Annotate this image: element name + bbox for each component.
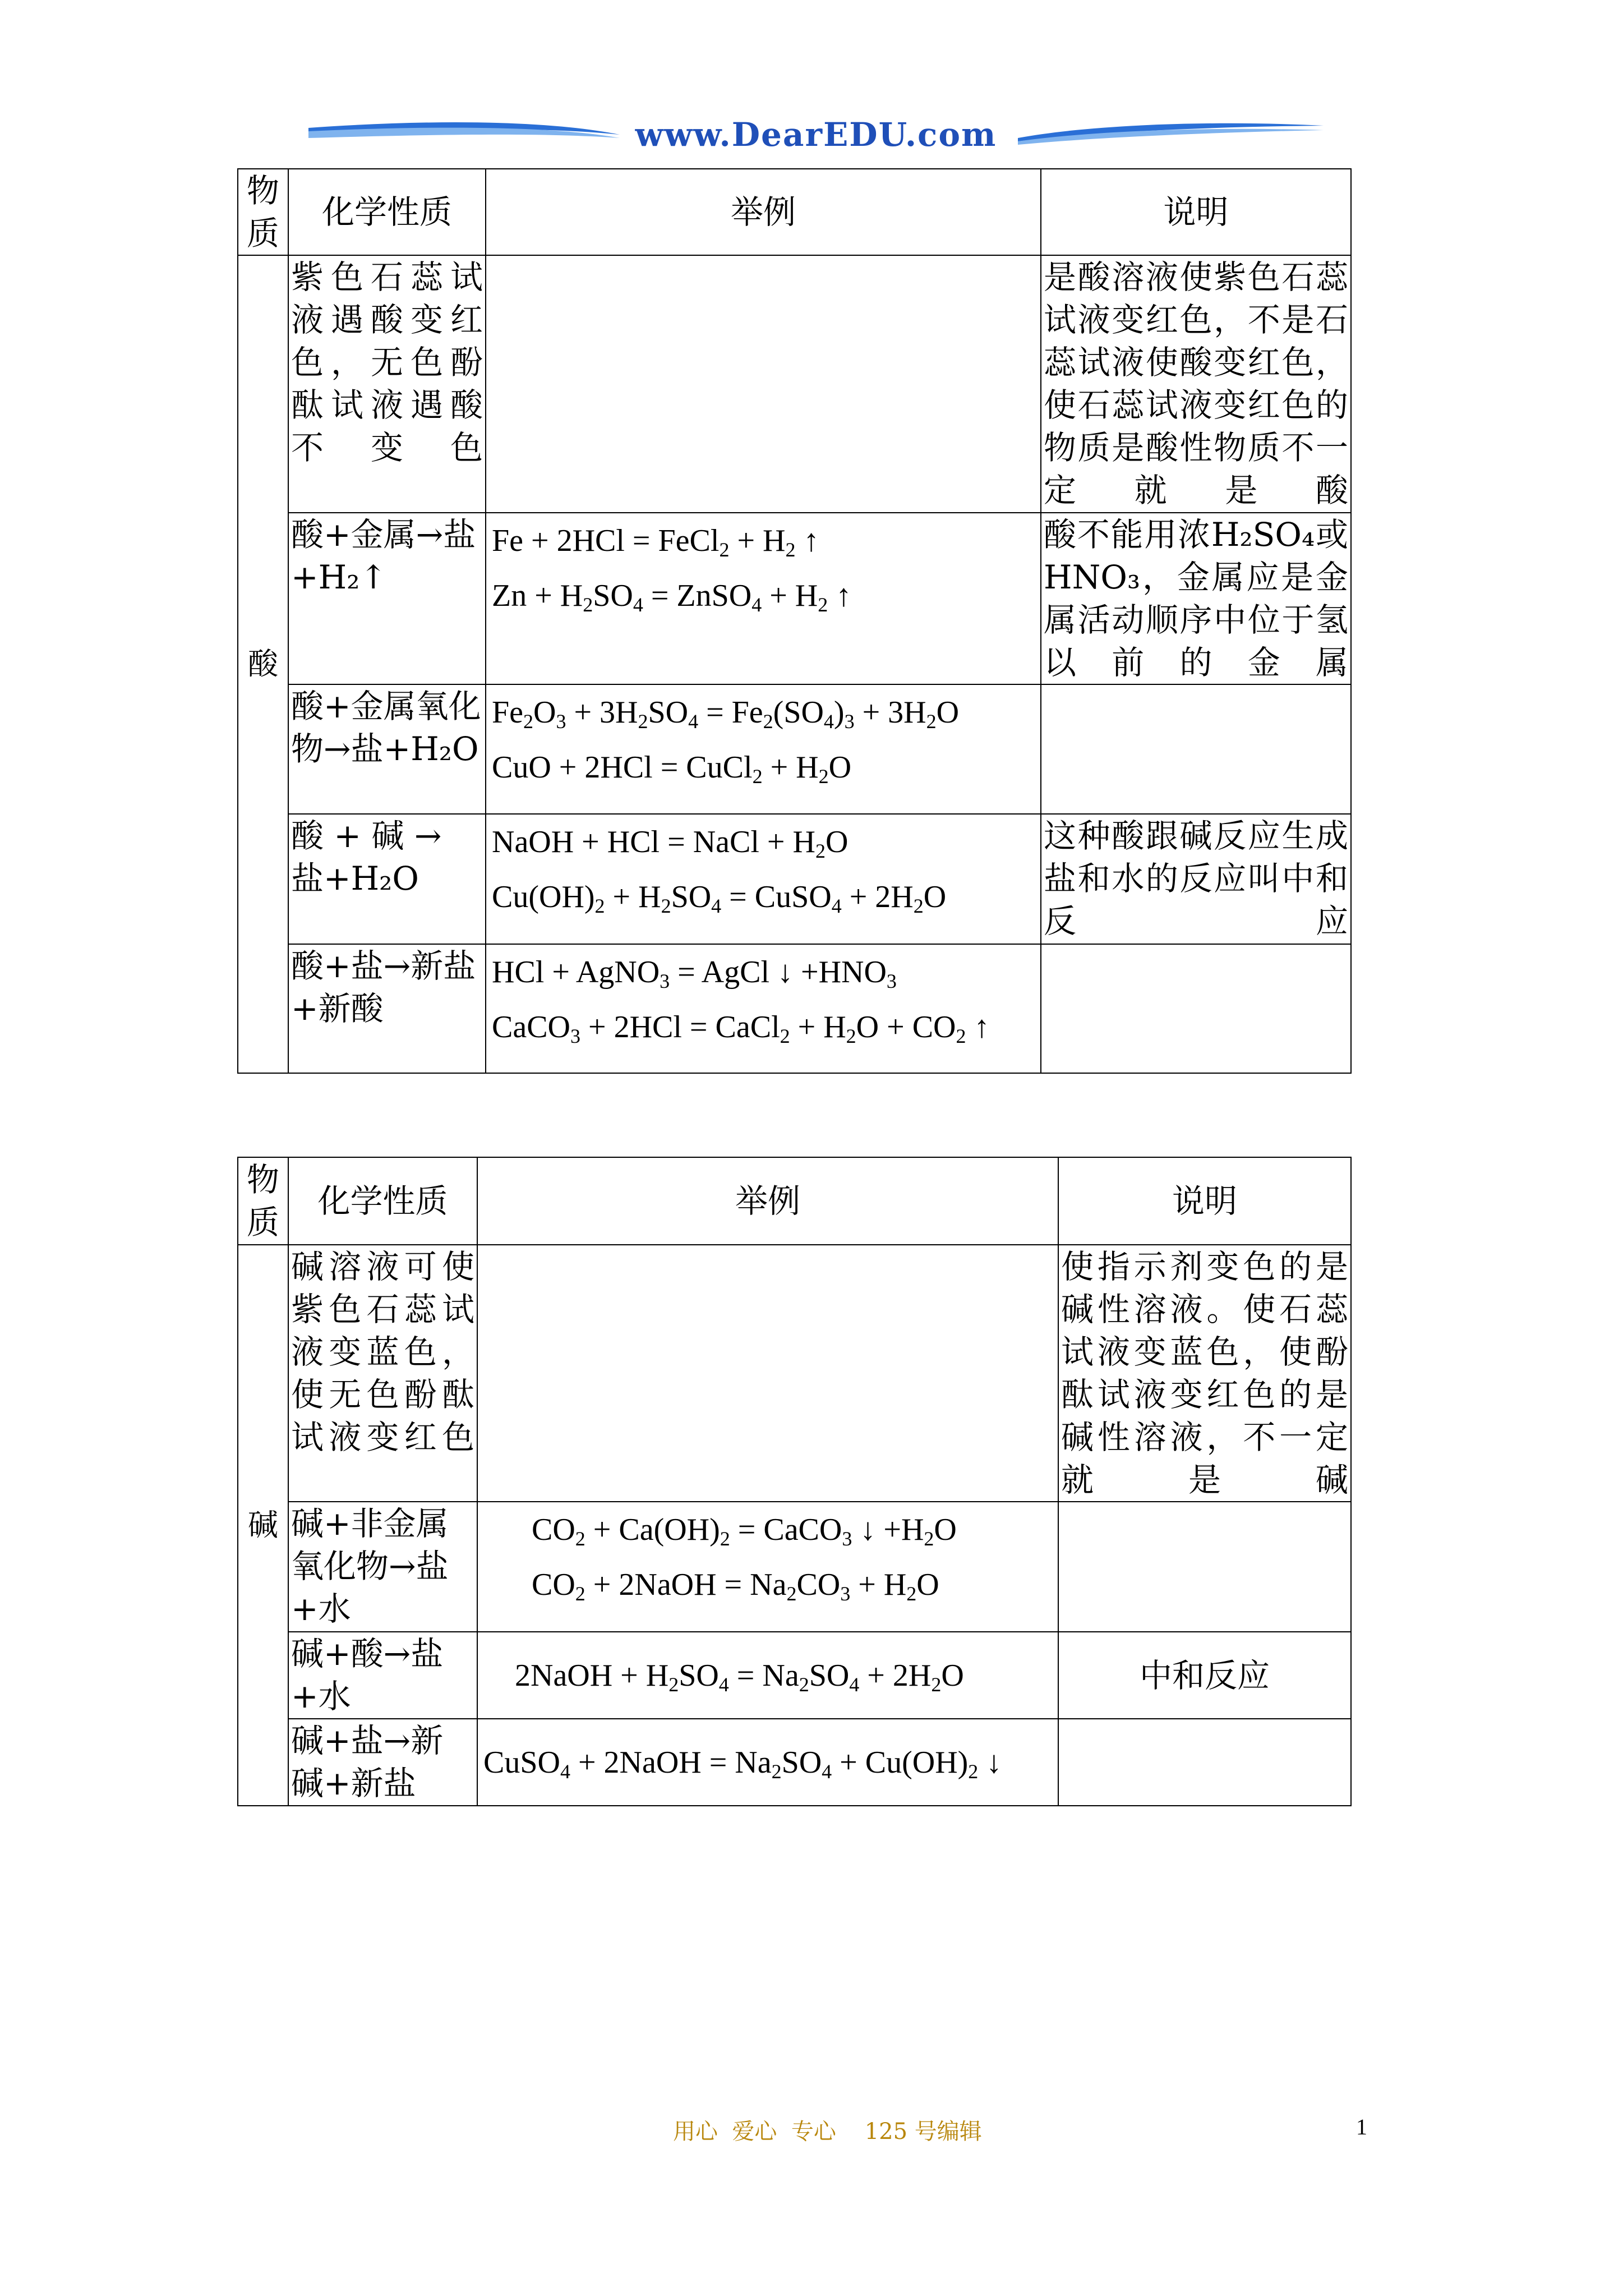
note-cell: 这种酸跟碱反应生成盐和水的反应叫中和反应 (1041, 814, 1351, 944)
property-cell: 碱+非金属氧化物→盐+水 (288, 1502, 477, 1632)
table-row (238, 513, 1351, 684)
site-banner (306, 112, 1326, 163)
property-cell: 酸+盐→新盐+新酸 (288, 944, 486, 1073)
property-cell: 碱+酸→盐+水 (288, 1632, 477, 1719)
header-property: 化学性质 (288, 169, 486, 255)
equation: $CO_2$ + 2NaOH = $Na_2CO_3 + H_2O$ (532, 1567, 939, 1605)
example-cell (477, 1245, 1058, 1502)
substance-label: 酸 (238, 255, 288, 1073)
equation: CuO + 2HCl = CuCl$_2$ + $H_2O$ (492, 750, 852, 788)
note-cell: 使指示剂变色的是碱性溶液。使石蕊试液变蓝色，使酚酞试液变红色的是碱性溶液，不一定就是碱 (1058, 1245, 1351, 1502)
note-cell: 中和反应 (1058, 1632, 1351, 1719)
table-header-row (238, 1157, 1351, 1245)
equation: $CO_2 + Ca(OH)_2$ = CaCO$_3$ ↓ $+H_2O$ (532, 1512, 957, 1550)
equation: HCl + AgNO$_3$ = AgCl ↓ $+HNO_3$ (492, 955, 897, 992)
equation: CaCO$_3$ + 2HCl = CaCl$_2$ + $H_2O + CO_2$ ↑ (492, 1010, 990, 1047)
equation: $Cu(OH)_2 + H_2SO_4$ = CuSO$_4$ + $2H_2O$ (492, 880, 947, 917)
note-cell (1041, 684, 1351, 814)
example-cell (486, 255, 1041, 513)
example-cell (486, 814, 1041, 944)
equation: 2NaOH + $H_2SO_4 = Na_2SO_4 + 2H_2O$ (515, 1658, 964, 1696)
equation: $Zn + H_2SO_4$ = ZnSO$_4$ + $H_2$ ↑ (492, 578, 852, 616)
table-row (238, 1502, 1351, 1632)
equation: Fe + 2HCl = FeCl$_2$ + $H_2$ ↑ (492, 523, 819, 561)
site-url: www.DearEDU.com (635, 116, 997, 154)
equation: CuSO$_4$ + 2NaOH = $Na_2SO_4 + Cu(OH)_2$ ↓ (483, 1745, 1002, 1783)
equation: $Fe_2O_3 + 3H_2SO_4 = Fe_2(SO_4)_3 + 3H_2O$ (492, 695, 960, 733)
base-properties-table (237, 1157, 1352, 1806)
property-cell: 酸+金属氧化物→盐+H₂O (288, 684, 486, 814)
substance-label: 碱 (238, 1245, 288, 1806)
table-row (238, 684, 1351, 814)
table-row (238, 1245, 1351, 1502)
header-note: 说明 (1058, 1157, 1351, 1245)
example-cell (486, 513, 1041, 684)
example-cell (477, 1502, 1058, 1632)
header-substance: 物质 (238, 169, 288, 255)
note-cell: 酸不能用浓H₂SO₄或HNO₃，金属应是金属活动顺序中位于氢以前的金属 (1041, 513, 1351, 684)
property-cell: 酸 + 碱 → 盐+H₂O (288, 814, 486, 944)
header-example: 举例 (477, 1157, 1058, 1245)
example-cell (477, 1632, 1058, 1719)
header-note: 说明 (1041, 169, 1351, 255)
example-cell (486, 944, 1041, 1073)
acid-properties-table (237, 168, 1352, 1074)
property-cell: 紫色石蕊试液遇酸变红色，无色酚酞试液遇酸不变色 (288, 255, 486, 513)
note-cell: 是酸溶液使紫色石蕊试液变红色，不是石蕊试液使酸变红色，使石蕊试液变红色的物质是酸性物质不一定就是酸 (1041, 255, 1351, 513)
table-row (238, 944, 1351, 1073)
property-cell: 碱溶液可使紫色石蕊试液变蓝色，使无色酚酞试液变红色 (288, 1245, 477, 1502)
property-cell: 酸+金属→盐+H₂↑ (288, 513, 486, 684)
table-row (238, 1632, 1351, 1719)
equation: NaOH + HCl = NaCl + $H_2O$ (492, 825, 849, 862)
note-cell (1058, 1719, 1351, 1806)
header-property: 化学性质 (288, 1157, 477, 1245)
page-number: 1 (1356, 2114, 1367, 2139)
header-substance: 物质 (238, 1157, 288, 1245)
table-row (238, 255, 1351, 513)
example-cell (486, 684, 1041, 814)
header-example: 举例 (486, 169, 1041, 255)
note-cell (1058, 1502, 1351, 1632)
note-cell (1041, 944, 1351, 1073)
table-header-row (238, 169, 1351, 255)
page-footer: 用心 爱心 专心 125 号编辑 (673, 2119, 982, 2145)
property-cell: 碱+盐→新碱+新盐 (288, 1719, 477, 1806)
table-row (238, 814, 1351, 944)
example-cell (477, 1719, 1058, 1806)
table-row (238, 1719, 1351, 1806)
